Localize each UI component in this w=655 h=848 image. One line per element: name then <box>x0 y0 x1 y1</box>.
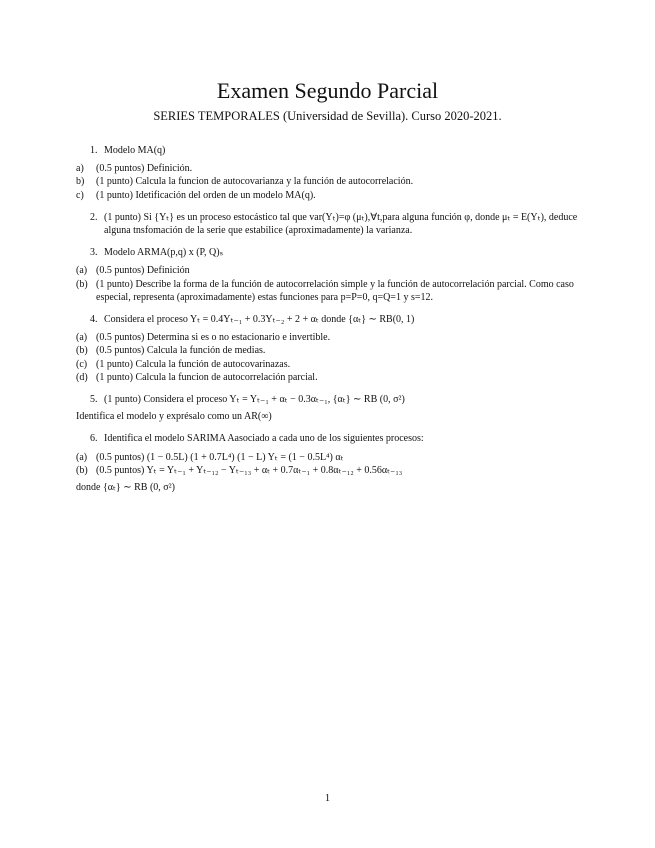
question-number: 4. <box>90 314 98 326</box>
question-number: 6. <box>90 433 98 445</box>
part-label: (d) <box>76 371 88 383</box>
part-label: (b) <box>76 278 88 290</box>
question-part <box>76 371 584 384</box>
part-label: (a) <box>76 451 88 463</box>
part-text: (1 punto) Calcula la funcion de autocovarianza y la función de autocorrelación. <box>96 176 414 188</box>
part-text: (0.5 puntos) Definición. <box>96 163 193 175</box>
question-part <box>76 189 584 202</box>
question-number: 2. <box>90 211 98 223</box>
question-part <box>76 175 584 188</box>
question-5 <box>76 393 584 406</box>
page-subtitle: SERIES TEMPORALES (Universidad de Sevilla). Curso 2020-2021. <box>153 109 502 123</box>
question-text: Identifica el modelo SARIMA Aasociado a cada uno de los siguientes procesos: <box>104 433 424 445</box>
question-text: (1 punto) Si {Yₜ} es un proceso estocástico tal que var(Yₜ)=φ (μₜ),∀t,para alguna función φ, donde μₜ = E(Yₜ), deduce alguna tnsfomación de la serie que estabilice (aproximadamente) la varianza. <box>104 211 578 237</box>
part-text: (0.5 puntos) Yₜ = Yₜ₋₁ + Yₜ₋₁₂ − Yₜ₋₁₃ + αₜ + 0.7αₜ₋₁ + 0.8αₜ₋₁₂ + 0.56αₜ₋₁₃ <box>96 464 403 476</box>
question-1 <box>76 144 584 157</box>
question-part <box>76 344 584 357</box>
page-title: Examen Segundo Parcial <box>216 78 439 103</box>
part-label: c) <box>76 189 84 201</box>
question-number: 5. <box>90 394 98 406</box>
question-part <box>76 451 584 464</box>
part-text: (0.5 puntos) Calcula la función de medias. <box>96 345 266 357</box>
part-text: (1 punto) Calcula la funcion de autocorrelación parcial. <box>96 371 318 383</box>
part-text: (0.5 puntos) Definición <box>96 265 190 277</box>
question-text: (1 punto) Considera el proceso Yₜ = Yₜ₋₁ + αₜ − 0.3αₜ₋₁, {αₜ} ∼ RB (0, σ²) <box>104 394 405 406</box>
part-label: (c) <box>76 358 88 370</box>
part-label: (b) <box>76 345 88 357</box>
part-text: (1 punto) Describe la forma de la función de autocorrelación simple y la función de autocorrelación parcial. Como caso especial, representa (aproximadamente) estas funciones para p=P=0, q=Q=1 y s=12. <box>96 278 574 303</box>
question-part <box>76 331 584 344</box>
page-number: 1 <box>324 793 331 804</box>
question-number: 3. <box>90 247 98 259</box>
question-2 <box>76 211 584 237</box>
part-label: a) <box>76 163 84 175</box>
part-text: (1 punto) Calcula la función de autocovarinazas. <box>96 358 291 370</box>
part-label: b) <box>76 176 85 188</box>
question-6 <box>76 432 584 445</box>
question-part <box>76 464 584 477</box>
part-text: (1 punto) Idetificación del orden de un modelo MA(q). <box>96 189 316 201</box>
part-text: (0.5 puntos) (1 − 0.5L) (1 + 0.7L⁴) (1 − L) Yₜ = (1 − 0.5L⁴) αₜ <box>96 451 344 463</box>
question-note: Identifica el modelo y exprésalo como un AR(∞) <box>76 411 272 423</box>
part-label: (b) <box>76 464 88 476</box>
part-label: (a) <box>76 332 88 344</box>
question-note: donde {αₜ} ∼ RB (0, σ²) <box>76 482 175 494</box>
question-4 <box>76 313 584 326</box>
question-3 <box>76 246 584 259</box>
questions-list <box>76 138 584 494</box>
question-text: Considera el proceso Yₜ = 0.4Yₜ₋₁ + 0.3Yₜ₋₂ + 2 + αₜ donde {αₜ} ∼ RB(0, 1) <box>104 314 415 326</box>
question-part <box>76 264 584 277</box>
part-text: (0.5 puntos) Determina si es o no estacionario e invertible. <box>96 332 331 344</box>
question-part <box>76 162 584 175</box>
part-label: (a) <box>76 265 88 277</box>
question-text: Modelo ARMA(p,q) x (P, Q)ₛ <box>104 247 224 259</box>
question-part <box>76 358 584 371</box>
question-part <box>76 278 584 304</box>
question-number: 1. <box>90 145 98 156</box>
question-text: Modelo MA(q) <box>104 145 166 156</box>
